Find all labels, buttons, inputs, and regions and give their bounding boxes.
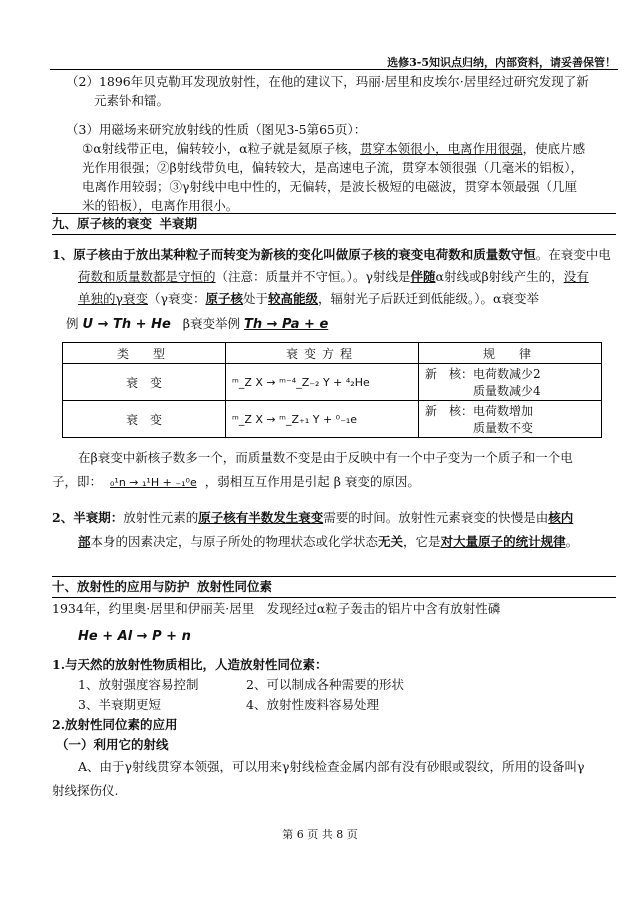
item1-l2b: （注意：质量并不守恒。）。γ射线是 <box>215 269 411 284</box>
sub2-title: 2.放射性同位素的应用 <box>52 717 178 732</box>
list-item: 3、半衰期更短 <box>78 697 161 712</box>
sub1-title: 1.与天然的放射性物质相比，人造放射性同位素： <box>52 657 328 672</box>
item2-line1 <box>52 506 618 530</box>
phosphorus-reaction-equation: He + Al → P + n <box>78 629 191 644</box>
item1-l3f: ，辐射光子后跃迁到低能级。）。α衰变举 <box>318 291 539 306</box>
feature-list-row <box>52 695 618 715</box>
item2-l1a: 2、半衰期： <box>52 510 124 525</box>
item1-l2d: α射线或β射线产生的， <box>435 269 564 284</box>
p3-l1b: 贯穿本领很小，电离作用很强 <box>360 141 523 156</box>
item2-l2d: ，它是 <box>403 534 441 549</box>
header-note: 选修3-5知识点归纳，内部资料，请妥善保管！ <box>387 56 616 69</box>
beta-note-line2 <box>52 470 618 495</box>
item1-l2c: 伴随 <box>410 269 436 284</box>
list-item: 1、放射强度容易控制 <box>78 677 199 692</box>
decay-table <box>62 342 602 438</box>
neutron-decay-equation: ₀¹n → ₁¹H + ₋₁⁰e <box>110 476 197 489</box>
alpha-decay-equation: U → Th + He <box>82 317 171 332</box>
decay-type-cell: 衰 变 <box>63 401 226 438</box>
item1-l3a: 单独的γ衰变 <box>78 291 148 306</box>
section9-heading: 九、原子核的衰变 半衰期 <box>52 213 616 235</box>
rule-line: 新 核：电荷数减少2 <box>425 367 541 381</box>
item1-l2e: 没有 <box>563 269 589 284</box>
table-header-row <box>63 343 602 364</box>
item2-l2e: 对大量原子的统计规律 <box>440 534 566 549</box>
table-header: 规 律 <box>419 343 602 364</box>
item1-l3d: 处于 <box>242 291 268 306</box>
artificial-isotope-intro <box>52 599 618 619</box>
decay-definition <box>52 244 618 310</box>
item1-line1 <box>52 244 618 266</box>
beta-note-line1: 在β衰变中新核子数多一个，而质量数不变是由于反映中有一个中子变为一个质子和一个电 <box>78 450 573 465</box>
item2-l1d: 需要的时间。放射性元素衰变的快慢是由 <box>323 510 549 525</box>
item2-l1c: 原子核有半数发生衰变 <box>198 510 324 525</box>
p3-line4: 米的铅板），电离作用很小。 <box>82 198 239 213</box>
list-item: 2、可以制成各种需要的形状 <box>246 677 404 692</box>
item1-l1a: 1、原子核由于放出某种粒子而转变为新核的变化叫做原子核的衰变电荷数和质量数守恒 <box>52 247 536 262</box>
item2-line2 <box>52 530 618 554</box>
p3-line1 <box>56 139 616 158</box>
beta-note-l2b: ，弱相互互作用是引起 β 衰变的原因。 <box>204 474 420 489</box>
sub2-1-line1: A、由于γ射线贯穿本领强，可以用来γ射线检查金属内部有没有砂眼或裂纹，所用的设备叫γ <box>78 759 585 774</box>
table-row <box>63 401 602 438</box>
radiation-properties <box>56 120 616 215</box>
p3-title: （3）用磁场来研究放射线的性质（图见3-5第65页）： <box>66 122 367 137</box>
item2-l2f: 。 <box>565 534 579 549</box>
decay-formula-cell: ᵐ_Z X → ᵐ_Z₊₁ Y + ⁰₋₁e <box>226 401 419 438</box>
item1-line3 <box>52 288 618 310</box>
item2-l1e: 核内 <box>548 510 574 525</box>
artificial-isotope-features <box>52 655 618 803</box>
p2-line1: （2）1896年贝克勒耳发现放射性，在他的建议下，玛丽·居里和皮埃尔·居里经过研究发现了新 <box>66 74 589 89</box>
example-label-a: 例 <box>66 316 79 331</box>
item1-l3e: 较高能级 <box>268 291 319 306</box>
sec10-intro: 1934年，约里奥·居里和伊丽芙·居里 发现经过α粒子轰击的铝片中含有放射性磷 <box>52 601 501 616</box>
half-life-definition <box>52 506 618 554</box>
item1-l3b: （γ衰变： <box>147 291 206 306</box>
example-label-b: β衰变举例 <box>182 316 240 331</box>
table-row <box>63 364 602 401</box>
p3-l1c: ，使底片感 <box>522 141 586 156</box>
item1-l1b: 。在衰变中电 <box>535 247 611 262</box>
list-item: 4、放射性废料容易处理 <box>246 697 379 712</box>
sub2-1-line2: 射线探伤仪. <box>52 783 119 798</box>
item2-l1b: 放射性元素的 <box>123 510 199 525</box>
p3-line2: 光作用很强；②β射线带负电，偏转较大，是高速电子流，贯穿本领很强（几毫米的铝板）， <box>82 160 583 175</box>
discovery-section <box>56 72 616 110</box>
table-header: 衰变方程 <box>226 343 419 364</box>
rule-line: 质量数不变 <box>473 421 534 435</box>
beta-decay-equation: Th → Pa + e <box>243 317 329 332</box>
item2-l2b: 本身的因素决定，与原子所处的物理状态或化学状态 <box>90 534 379 549</box>
decay-type-cell: 衰 变 <box>63 364 226 401</box>
feature-list-row <box>52 675 618 695</box>
page-number: 第 6 页 共 8 页 <box>282 828 358 841</box>
table-header: 类 型 <box>63 343 226 364</box>
rule-line: 质量数减少4 <box>473 384 541 398</box>
decay-rule-cell <box>419 401 602 438</box>
reaction-block <box>78 624 638 649</box>
item1-l2a: 荷数和质量数都是守恒的 <box>78 269 216 284</box>
beta-note <box>52 446 618 495</box>
item2-l2a: 部 <box>78 534 91 549</box>
p2-line2: 元素钋和镭。 <box>94 93 170 108</box>
p3-l1a: ①α射线带正电，偏转较小，α粒子就是氦原子核， <box>82 141 361 156</box>
sub2-1-title: （一）利用它的射线 <box>56 737 169 752</box>
p3-line3: 电离作用较弱；③γ射线中电中性的，无偏转，是波长极短的电磁波，贯穿本领最强（几厘 <box>82 179 577 194</box>
beta-note-l2a: 子，即： <box>52 474 103 489</box>
item2-l2c: 无关 <box>378 534 404 549</box>
header-rule <box>50 69 618 70</box>
decay-examples <box>66 312 626 337</box>
rule-line: 新 核：电荷数增加 <box>425 404 534 418</box>
section10-heading: 十、放射性的应用与防护 放射性同位素 <box>52 576 616 598</box>
item1-l3c: 原子核 <box>205 291 243 306</box>
decay-rule-cell <box>419 364 602 401</box>
item1-line2 <box>52 266 618 288</box>
decay-formula-cell: ᵐ_Z X → ᵐ⁻⁴_Z₋₂ Y + ⁴₂He <box>226 364 419 401</box>
